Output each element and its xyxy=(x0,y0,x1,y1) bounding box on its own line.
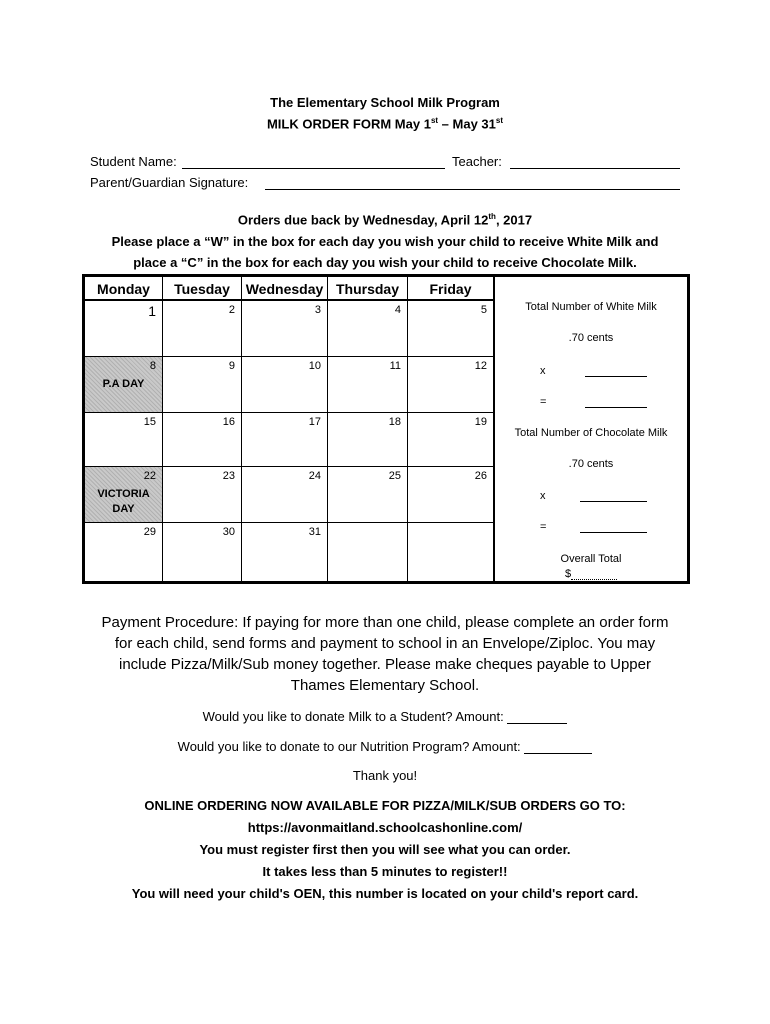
day-cell[interactable]: 29 xyxy=(85,523,163,581)
calendar-table xyxy=(82,274,690,584)
day-cell[interactable]: 30 xyxy=(163,523,242,581)
day-cell[interactable]: 31 xyxy=(242,523,328,581)
chocolate-quantity-field[interactable] xyxy=(580,501,647,502)
day-cell[interactable] xyxy=(328,523,408,581)
day-cell[interactable] xyxy=(408,523,493,581)
day-cell[interactable]: 15 xyxy=(85,413,163,467)
day-cell[interactable]: 11 xyxy=(328,357,408,413)
chocolate-milk-price: .70 cents xyxy=(568,458,614,470)
donate-nutrition-amount[interactable] xyxy=(524,741,592,754)
white-milk-price: .70 cents xyxy=(568,332,614,344)
day-cell[interactable]: 16 xyxy=(163,413,242,467)
form-subtitle: MILK ORDER FORM May 1st – May 31st xyxy=(266,116,504,132)
chocolate-eq-label: = xyxy=(540,521,547,533)
day-cell-pa-day: 8 P.A DAY xyxy=(85,357,163,413)
white-x-label: x xyxy=(540,365,546,377)
due-date: Orders due back by Wednesday, April 12th, 2017 xyxy=(237,212,533,228)
day-cell-victoria-day: 22 VICTORIA DAY xyxy=(85,467,163,523)
donate-student-amount[interactable] xyxy=(507,711,567,724)
chocolate-total-field[interactable] xyxy=(580,532,647,533)
day-cell[interactable]: 12 xyxy=(408,357,493,413)
teacher-label: Teacher: xyxy=(452,154,502,169)
student-name-field[interactable] xyxy=(182,168,445,169)
victoria-day-note: VICTORIA DAY xyxy=(97,488,150,515)
pa-day-note: P.A DAY xyxy=(102,378,145,390)
student-name-label: Student Name: xyxy=(90,154,177,169)
white-milk-label: Total Number of White Milk xyxy=(525,301,657,313)
donate-nutrition-question: Would you like to donate to our Nutrition Program? Amount: xyxy=(0,739,770,754)
chocolate-x-label: x xyxy=(540,490,546,502)
register-time-note: It takes less than 5 minutes to register!! xyxy=(262,864,508,879)
parent-signature-field[interactable] xyxy=(265,189,680,190)
day-cell[interactable]: 26 xyxy=(408,467,493,523)
header-thursday: Thursday xyxy=(328,277,408,301)
overall-total-blank[interactable] xyxy=(571,568,617,580)
online-ordering-heading: ONLINE ORDERING NOW AVAILABLE FOR PIZZA/MILK/SUB ORDERS GO TO: xyxy=(144,798,626,813)
thank-you: Thank you! xyxy=(352,768,418,783)
white-eq-label: = xyxy=(540,396,547,408)
instruction-white: Please place a “W” in the box for each day you wish your child to receive White Milk and xyxy=(111,234,659,249)
white-total-field[interactable] xyxy=(585,407,647,408)
day-cell[interactable]: 9 xyxy=(163,357,242,413)
day-cell[interactable]: 25 xyxy=(328,467,408,523)
header-friday: Friday xyxy=(408,277,493,301)
day-cell[interactable]: 1 xyxy=(85,301,163,357)
day-cell[interactable]: 19 xyxy=(408,413,493,467)
white-quantity-field[interactable] xyxy=(585,376,647,377)
day-cell[interactable]: 3 xyxy=(242,301,328,357)
register-first-note: You must register first then you will see what you can order. xyxy=(199,842,571,857)
day-cell[interactable]: 10 xyxy=(242,357,328,413)
header-wednesday: Wednesday xyxy=(242,277,328,301)
day-cell[interactable]: 4 xyxy=(328,301,408,357)
online-ordering-url[interactable]: https://avonmaitland.schoolcashonline.com/ xyxy=(247,820,523,835)
overall-total-label: Overall Total xyxy=(560,553,622,565)
day-cell[interactable]: 18 xyxy=(328,413,408,467)
parent-signature-label: Parent/Guardian Signature: xyxy=(90,175,249,190)
day-cell[interactable]: 2 xyxy=(163,301,242,357)
donate-student-question: Would you like to donate Milk to a Student? Amount: xyxy=(0,709,770,724)
oen-note: You will need your child's OEN, this number is located on your child's report card. xyxy=(131,886,639,901)
dollar-sign: $ xyxy=(565,568,572,580)
header-monday: Monday xyxy=(85,277,163,301)
teacher-field[interactable] xyxy=(510,168,680,169)
day-cell[interactable]: 24 xyxy=(242,467,328,523)
day-cell[interactable]: 17 xyxy=(242,413,328,467)
chocolate-milk-label: Total Number of Chocolate Milk xyxy=(514,427,668,439)
header-tuesday: Tuesday xyxy=(163,277,242,301)
instruction-chocolate: place a “C” in the box for each day you wish your child to receive Chocolate Milk. xyxy=(133,255,637,270)
payment-procedure: Payment Procedure: If paying for more than one child, please complete an order form for each child, send forms and payment to school in an Envelope/Ziploc. You may include Pizza/Milk/Sub money together. Please make cheques payable to Upper Thames Elementary School. xyxy=(101,614,669,694)
form-title: The Elementary School Milk Program xyxy=(270,95,500,110)
overall-total-field[interactable] xyxy=(565,568,617,580)
day-cell[interactable]: 23 xyxy=(163,467,242,523)
day-cell[interactable]: 5 xyxy=(408,301,493,357)
